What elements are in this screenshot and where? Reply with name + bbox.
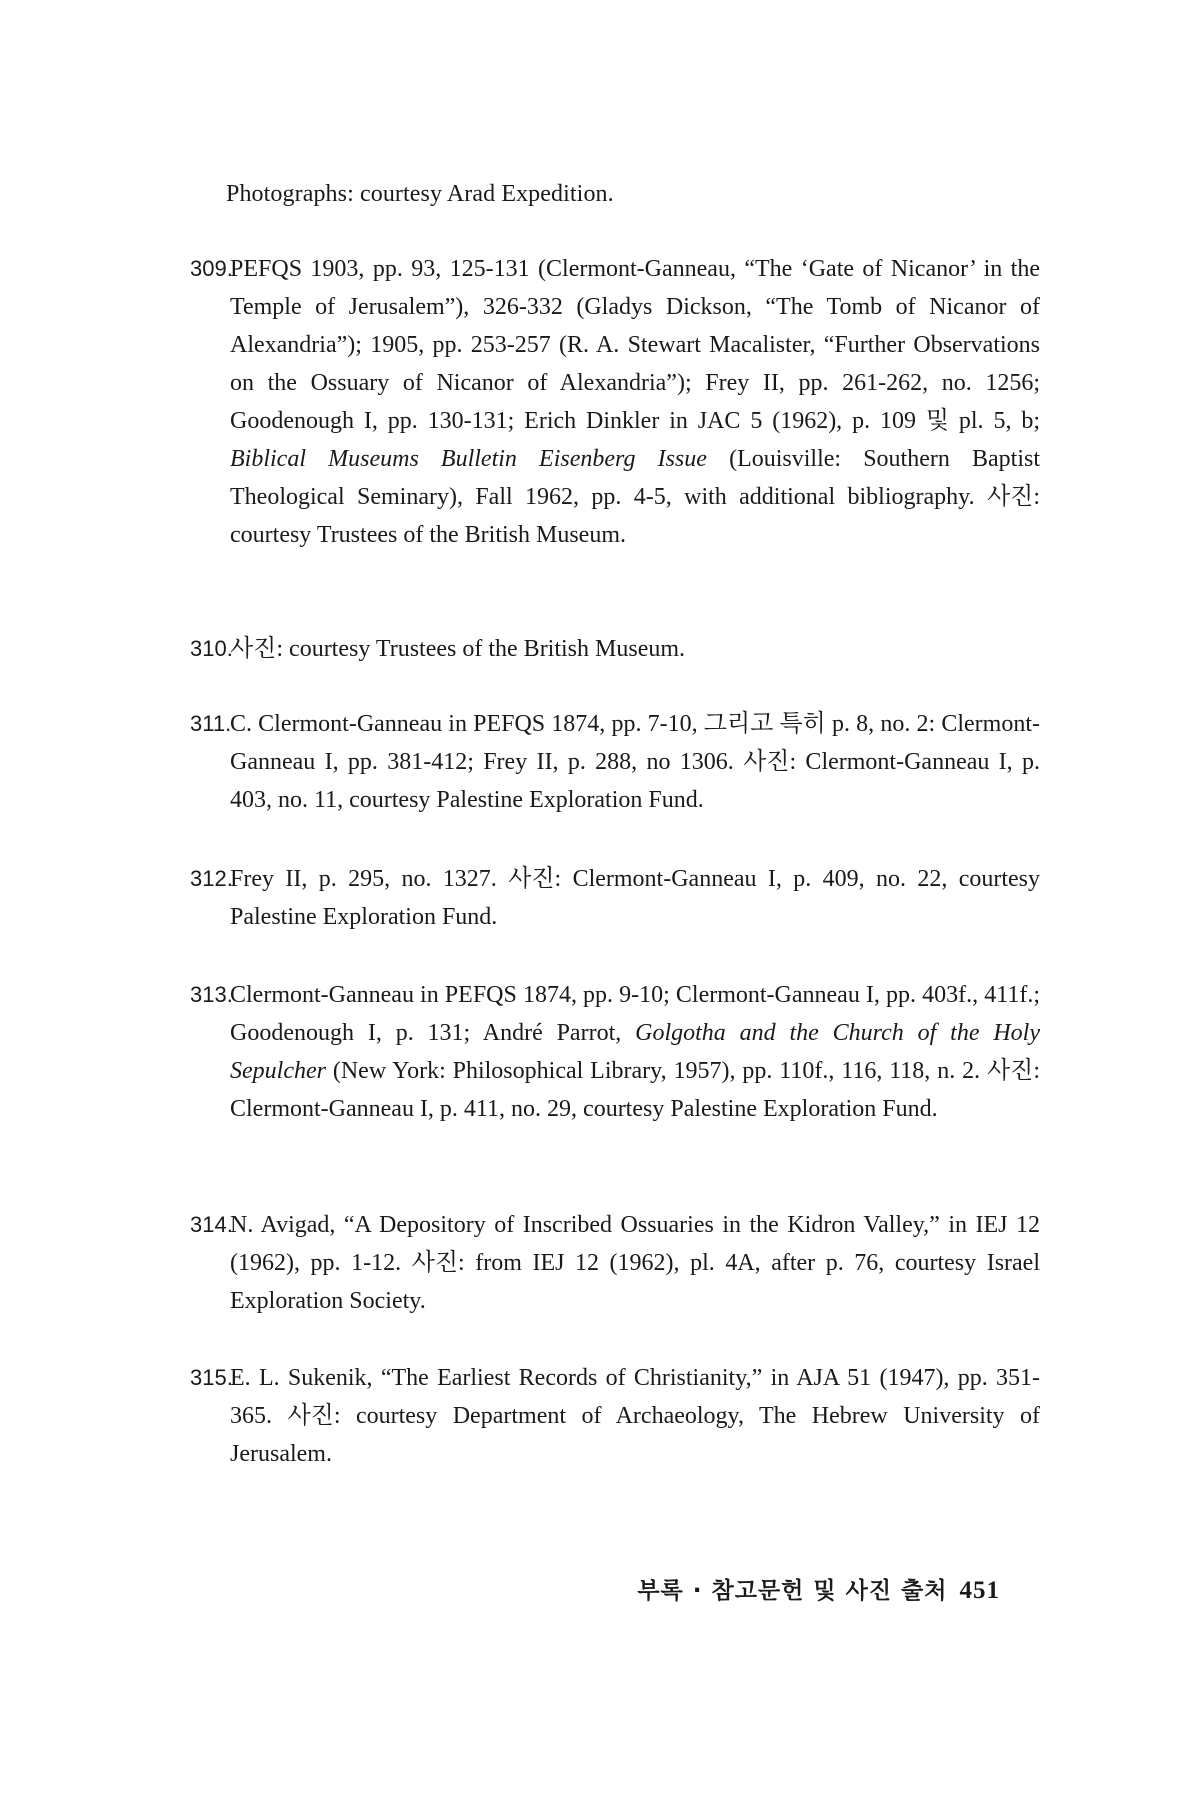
- page-number: 451: [959, 1577, 1000, 1604]
- reference-entry-309: [190, 250, 1040, 554]
- reference-entry-312: [190, 860, 1040, 936]
- italic-title: Golgotha and the Church of the Holy Sepulcher: [230, 1020, 1040, 1084]
- running-footer-title: 부록 · 참고문헌 및 사진 출처: [637, 1578, 948, 1604]
- entry-text: Clermont-Ganneau in PEFQS 1874, pp. 9-10; Clermont-Ganneau I, pp. 403f., 411f.; Goodenough I, p. 131; André Parrot, Golgotha and the Church of the Holy Sepulcher (New York: Philosophical Library, 1957), pp. 110f., 116, 118, n. 2. 사진: Clermont-Ganneau I, p. 411, no. 29, courtesy Palestine Exploration Fund.: [230, 982, 1040, 1122]
- entry-number: 309.: [190, 256, 233, 281]
- reference-entry-313: [190, 976, 1040, 1128]
- entry-text: 사진: courtesy Trustees of the British Museum.: [230, 636, 686, 662]
- reference-entry-314: [190, 1206, 1040, 1320]
- entry-number: 310.: [190, 636, 233, 661]
- photo-credit-intro: Photographs: courtesy Arad Expedition.: [226, 181, 614, 207]
- entry-text: Frey II, p. 295, no. 1327. 사진: Clermont-Ganneau I, p. 409, no. 22, courtesy Palestine Exploration Fund.: [230, 866, 1040, 930]
- entry-text: E. L. Sukenik, “The Earliest Records of Christianity,” in AJA 51 (1947), pp. 351-365. 사진: courtesy Department of Archaeology, The Hebrew University of Jerusalem.: [230, 1365, 1040, 1467]
- entry-number: 314.: [190, 1212, 233, 1237]
- reference-entry-315: [190, 1359, 1040, 1473]
- entry-text: N. Avigad, “A Depository of Inscribed Ossuaries in the Kidron Valley,” in IEJ 12 (1962), pp. 1-12. 사진: from IEJ 12 (1962), pl. 4A, after p. 76, courtesy Israel Exploration Society.: [230, 1212, 1040, 1314]
- entry-text: PEFQS 1903, pp. 93, 125-131 (Clermont-Ganneau, “The ‘Gate of Nicanor’ in the Temple of Jerusalem”), 326-332 (Gladys Dickson, “The Tomb of Nicanor of Alexandria”); 1905, pp. 253-257 (R. A. Stewart Macalister, “Further Observations on the Ossuary of Nicanor of Alexandria”); Frey II, pp. 261-262, no. 1256; Goodenough I, pp. 130-131; Erich Dinkler in JAC 5 (1962), p. 109 및 pl. 5, b; Biblical Museums Bulletin Eisenberg Issue (Louisville: Southern Baptist Theological Seminary), Fall 1962, pp. 4-5, with additional bibliography. 사진: courtesy Trustees of the British Museum.: [230, 256, 1041, 548]
- entry-number: 313.: [190, 982, 233, 1007]
- reference-entry-311: [190, 705, 1040, 819]
- page-footer: [637, 1572, 1000, 1605]
- italic-title: Biblical Museums Bulletin Eisenberg Issue: [230, 446, 707, 472]
- reference-entry-310: [190, 630, 1040, 668]
- entry-number: 311.: [190, 711, 232, 736]
- entry-number: 312.: [190, 866, 233, 891]
- entry-number: 315.: [190, 1365, 233, 1390]
- entry-text: C. Clermont-Ganneau in PEFQS 1874, pp. 7-10, 그리고 특히 p. 8, no. 2: Clermont-Ganneau I, pp. 381-412; Frey II, p. 288, no 1306. 사진: Clermont-Ganneau I, p. 403, no. 11, courtesy Palestine Exploration Fund.: [230, 711, 1040, 813]
